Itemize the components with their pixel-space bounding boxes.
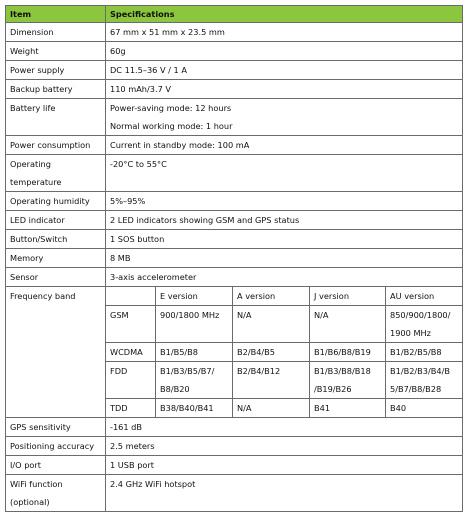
header-item: Item bbox=[6, 6, 106, 23]
band-cell: 900/1800 MHz bbox=[156, 306, 233, 343]
version-e-header: E version bbox=[156, 287, 233, 306]
band-cell: B2/B4/B12 bbox=[233, 362, 310, 399]
table-row bbox=[6, 192, 463, 211]
version-au-header: AU version bbox=[386, 287, 463, 306]
row-value: 2 LED indicators showing GSM and GPS status bbox=[106, 211, 463, 230]
row-label: Power consumption bbox=[6, 136, 106, 155]
band-name: WCDMA bbox=[106, 343, 156, 362]
band-cell: B38/B40/B41 bbox=[156, 399, 233, 418]
row-label: GPS sensitivity bbox=[6, 418, 106, 437]
row-label: Backup battery bbox=[6, 80, 106, 99]
table-header-row bbox=[6, 6, 463, 23]
table-row bbox=[6, 437, 463, 456]
row-label: Battery life bbox=[6, 99, 106, 136]
row-value bbox=[106, 99, 463, 136]
band-name: TDD bbox=[106, 399, 156, 418]
label-line: temperature bbox=[10, 177, 62, 187]
row-label: I/O port bbox=[6, 456, 106, 475]
band-cell bbox=[156, 362, 233, 399]
row-label: Power supply bbox=[6, 61, 106, 80]
row-label bbox=[6, 475, 106, 512]
version-a-header: A version bbox=[233, 287, 310, 306]
band-cell bbox=[310, 362, 386, 399]
label-line: WiFi function bbox=[10, 479, 63, 489]
band-cell: N/A bbox=[310, 306, 386, 343]
row-value: 8 MB bbox=[106, 249, 463, 268]
band-cell: B41 bbox=[310, 399, 386, 418]
row-value: 60g bbox=[106, 42, 463, 61]
row-value: 5%–95% bbox=[106, 192, 463, 211]
band-line: /B19/B26 bbox=[314, 384, 352, 394]
row-value: 2.5 meters bbox=[106, 437, 463, 456]
row-value: -161 dB bbox=[106, 418, 463, 437]
row-label: Dimension bbox=[6, 23, 106, 42]
table-row bbox=[6, 475, 463, 512]
table-row bbox=[6, 42, 463, 61]
table-row bbox=[6, 80, 463, 99]
battery-life-line: Power-saving mode: 12 hours bbox=[110, 103, 232, 113]
band-line: 850/900/1800/ bbox=[390, 310, 451, 320]
row-label: LED indicator bbox=[6, 211, 106, 230]
frequency-header-row bbox=[6, 287, 463, 306]
frequency-band-label: Frequency band bbox=[6, 287, 106, 418]
row-label bbox=[6, 155, 106, 192]
table-row bbox=[6, 155, 463, 192]
band-line: 5/B7/B8/B28 bbox=[390, 384, 442, 394]
table-row bbox=[6, 99, 463, 136]
band-name: GSM bbox=[106, 306, 156, 343]
band-line: B1/B2/B3/B4/B bbox=[390, 366, 450, 376]
row-value: DC 11.5–36 V / 1 A bbox=[106, 61, 463, 80]
row-value: 1 USB port bbox=[106, 456, 463, 475]
table-row bbox=[6, 23, 463, 42]
band-cell bbox=[386, 362, 463, 399]
row-label: Sensor bbox=[6, 268, 106, 287]
band-cell bbox=[386, 306, 463, 343]
table-row bbox=[6, 230, 463, 249]
row-value: Current in standby mode: 100 mA bbox=[106, 136, 463, 155]
row-label: Operating humidity bbox=[6, 192, 106, 211]
row-value: 2.4 GHz WiFi hotspot bbox=[106, 475, 463, 512]
battery-life-line: Normal working mode: 1 hour bbox=[110, 121, 233, 131]
band-cell: B1/B2/B5/B8 bbox=[386, 343, 463, 362]
row-label: Memory bbox=[6, 249, 106, 268]
label-line: (optional) bbox=[10, 497, 50, 507]
specifications-table bbox=[5, 5, 463, 512]
band-cell: B1/B5/B8 bbox=[156, 343, 233, 362]
band-cell: N/A bbox=[233, 399, 310, 418]
table-row bbox=[6, 249, 463, 268]
band-cell: B2/B4/B5 bbox=[233, 343, 310, 362]
row-label: Button/Switch bbox=[6, 230, 106, 249]
row-label: Weight bbox=[6, 42, 106, 61]
table-row bbox=[6, 61, 463, 80]
version-j-header: J version bbox=[310, 287, 386, 306]
band-name: FDD bbox=[106, 362, 156, 399]
table-row bbox=[6, 418, 463, 437]
table-row bbox=[6, 268, 463, 287]
band-cell: B1/B6/B8/B19 bbox=[310, 343, 386, 362]
table-row bbox=[6, 136, 463, 155]
band-cell: N/A bbox=[233, 306, 310, 343]
table-row bbox=[6, 456, 463, 475]
band-cell: B40 bbox=[386, 399, 463, 418]
row-label: Positioning accuracy bbox=[6, 437, 106, 456]
band-line: B1/B3/B8/B18 bbox=[314, 366, 371, 376]
row-value: 3-axis accelerometer bbox=[106, 268, 463, 287]
band-line: B1/B3/B5/B7/ bbox=[160, 366, 215, 376]
row-value: 1 SOS button bbox=[106, 230, 463, 249]
band-line: 1900 MHz bbox=[390, 328, 431, 338]
row-value: 110 mAh/3.7 V bbox=[106, 80, 463, 99]
band-line: B8/B20 bbox=[160, 384, 190, 394]
row-value: -20°C to 55°C bbox=[106, 155, 463, 192]
header-specifications: Specifications bbox=[106, 6, 463, 23]
table-row bbox=[6, 211, 463, 230]
row-value: 67 mm x 51 mm x 23.5 mm bbox=[106, 23, 463, 42]
frequency-blank-cell bbox=[106, 287, 156, 306]
label-line: Operating bbox=[10, 159, 51, 169]
